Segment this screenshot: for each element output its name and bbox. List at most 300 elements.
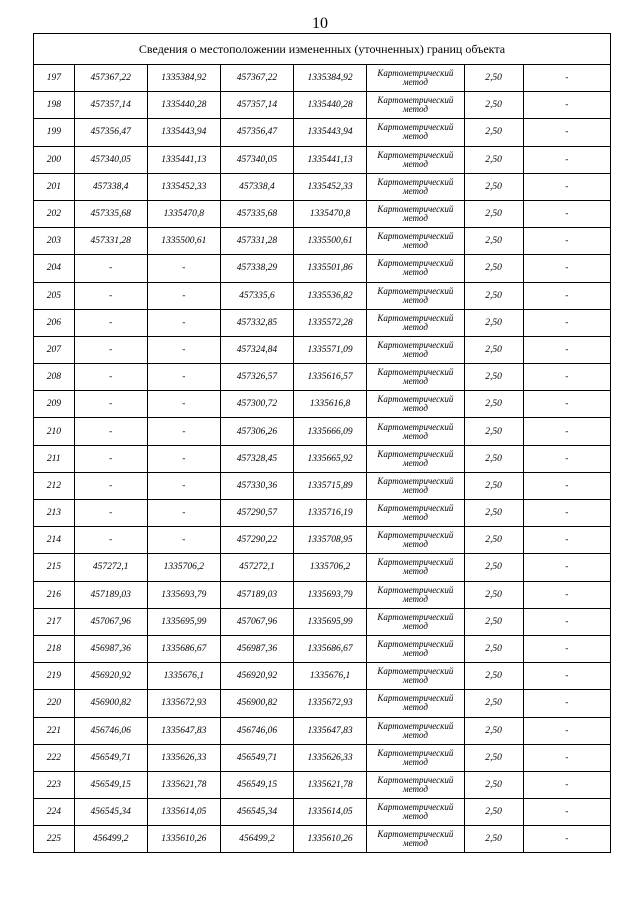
page-number: 10: [312, 15, 328, 32]
accuracy-cell: 2,50: [464, 500, 523, 527]
accuracy-cell: 2,50: [464, 336, 523, 363]
point-number-cell: 198: [34, 92, 75, 119]
existing-y-cell: 1335441,13: [147, 146, 220, 173]
method-cell: [367, 690, 465, 717]
refined-x-cell: 457335,6: [220, 282, 293, 309]
point-number-cell: 213: [34, 500, 75, 527]
method-line-2: метод: [402, 457, 428, 468]
accuracy-cell: 2,50: [464, 608, 523, 635]
description-cell: -: [523, 119, 610, 146]
method-line-1: Картометрический: [377, 149, 454, 160]
description-cell: -: [523, 418, 610, 445]
refined-y-cell: 1335452,33: [294, 173, 367, 200]
accuracy-cell: 2,50: [464, 228, 523, 255]
method-line-2: метод: [402, 104, 428, 115]
method-line-1: Картометрический: [377, 367, 454, 378]
method-cell: [367, 608, 465, 635]
refined-x-cell: 457340,05: [220, 146, 293, 173]
table-row: [34, 445, 611, 472]
refined-y-cell: 1335695,99: [294, 608, 367, 635]
existing-y-cell: 1335695,99: [147, 608, 220, 635]
accuracy-cell: 2,50: [464, 146, 523, 173]
method-line-2: метод: [402, 620, 428, 631]
existing-x-cell: 457067,96: [74, 608, 147, 635]
description-cell: -: [523, 146, 610, 173]
refined-x-cell: 457300,72: [220, 391, 293, 418]
accuracy-cell: 2,50: [464, 418, 523, 445]
existing-y-cell: 1335452,33: [147, 173, 220, 200]
method-line-2: метод: [402, 756, 428, 767]
refined-y-cell: 1335572,28: [294, 309, 367, 336]
accuracy-cell: 2,50: [464, 364, 523, 391]
existing-x-cell: 456549,15: [74, 771, 147, 798]
refined-y-cell: 1335443,94: [294, 119, 367, 146]
description-cell: -: [523, 500, 610, 527]
method-line-2: метод: [402, 539, 428, 550]
refined-x-cell: 456987,36: [220, 635, 293, 662]
refined-y-cell: 1335501,86: [294, 255, 367, 282]
existing-x-cell: 456987,36: [74, 635, 147, 662]
refined-x-cell: 457331,28: [220, 228, 293, 255]
table-row: [34, 65, 611, 92]
description-cell: -: [523, 608, 610, 635]
method-line-2: метод: [402, 403, 428, 414]
accuracy-cell: 2,50: [464, 472, 523, 499]
existing-y-cell: 1335443,94: [147, 119, 220, 146]
point-number-cell: 216: [34, 581, 75, 608]
point-number-cell: 201: [34, 173, 75, 200]
method-cell: [367, 391, 465, 418]
refined-x-cell: 457356,47: [220, 119, 293, 146]
point-number-cell: 203: [34, 228, 75, 255]
refined-x-cell: 457367,22: [220, 65, 293, 92]
refined-x-cell: 457324,84: [220, 336, 293, 363]
table-row: [34, 309, 611, 336]
description-cell: -: [523, 391, 610, 418]
method-line-1: Картометрический: [377, 666, 454, 677]
refined-y-cell: 1335621,78: [294, 771, 367, 798]
method-cell: [367, 146, 465, 173]
existing-x-cell: -: [74, 500, 147, 527]
description-cell: -: [523, 690, 610, 717]
method-line-2: метод: [402, 294, 428, 305]
method-line-1: Картометрический: [377, 68, 454, 79]
table-row: [34, 119, 611, 146]
table-row: [34, 92, 611, 119]
table-row: [34, 663, 611, 690]
table-row: [34, 608, 611, 635]
existing-x-cell: 457331,28: [74, 228, 147, 255]
method-cell: [367, 119, 465, 146]
refined-y-cell: 1335616,8: [294, 391, 367, 418]
point-number-cell: 210: [34, 418, 75, 445]
accuracy-cell: 2,50: [464, 309, 523, 336]
existing-y-cell: 1335626,33: [147, 744, 220, 771]
table-row: [34, 500, 611, 527]
point-number-cell: 223: [34, 771, 75, 798]
refined-y-cell: 1335676,1: [294, 663, 367, 690]
refined-x-cell: 457290,57: [220, 500, 293, 527]
refined-y-cell: 1335686,67: [294, 635, 367, 662]
table-row: [34, 418, 611, 445]
refined-x-cell: 457189,03: [220, 581, 293, 608]
method-line-1: Картометрический: [377, 720, 454, 731]
method-line-1: Картометрический: [377, 231, 454, 242]
method-cell: [367, 554, 465, 581]
refined-x-cell: 457335,68: [220, 200, 293, 227]
refined-x-cell: 457357,14: [220, 92, 293, 119]
existing-x-cell: 457367,22: [74, 65, 147, 92]
table-row: [34, 200, 611, 227]
method-cell: [367, 92, 465, 119]
refined-y-cell: 1335440,28: [294, 92, 367, 119]
method-cell: [367, 635, 465, 662]
table-title: Сведения о местоположении измененных (уточненных) границ объекта: [34, 34, 611, 65]
existing-y-cell: -: [147, 255, 220, 282]
method-line-1: Картометрический: [377, 285, 454, 296]
method-cell: [367, 500, 465, 527]
accuracy-cell: 2,50: [464, 391, 523, 418]
existing-x-cell: -: [74, 418, 147, 445]
table-row: [34, 799, 611, 826]
table-row: [34, 391, 611, 418]
refined-y-cell: 1335441,13: [294, 146, 367, 173]
existing-y-cell: 1335500,61: [147, 228, 220, 255]
existing-x-cell: 457272,1: [74, 554, 147, 581]
existing-y-cell: 1335610,26: [147, 826, 220, 853]
refined-y-cell: 1335647,83: [294, 717, 367, 744]
method-cell: [367, 663, 465, 690]
existing-x-cell: -: [74, 364, 147, 391]
method-cell: [367, 364, 465, 391]
description-cell: -: [523, 581, 610, 608]
table-row: [34, 282, 611, 309]
method-cell: [367, 255, 465, 282]
method-line-2: метод: [402, 729, 428, 740]
description-cell: -: [523, 826, 610, 853]
description-cell: -: [523, 663, 610, 690]
existing-x-cell: 456746,06: [74, 717, 147, 744]
method-line-1: Картометрический: [377, 747, 454, 758]
method-line-1: Картометрический: [377, 176, 454, 187]
table-row: [34, 635, 611, 662]
method-line-1: Картометрический: [377, 312, 454, 323]
method-line-2: метод: [402, 240, 428, 251]
method-line-1: Картометрический: [377, 611, 454, 622]
accuracy-cell: 2,50: [464, 826, 523, 853]
method-line-1: Картометрический: [377, 448, 454, 459]
accuracy-cell: 2,50: [464, 635, 523, 662]
method-line-2: метод: [402, 185, 428, 196]
refined-x-cell: 457326,57: [220, 364, 293, 391]
method-line-1: Картометрический: [377, 774, 454, 785]
refined-x-cell: 456499,2: [220, 826, 293, 853]
description-cell: -: [523, 255, 610, 282]
method-line-1: Картометрический: [377, 394, 454, 405]
method-cell: [367, 200, 465, 227]
existing-y-cell: 1335676,1: [147, 663, 220, 690]
refined-x-cell: 457338,4: [220, 173, 293, 200]
method-cell: [367, 527, 465, 554]
description-cell: -: [523, 309, 610, 336]
refined-x-cell: 456545,34: [220, 799, 293, 826]
existing-y-cell: 1335693,79: [147, 581, 220, 608]
existing-y-cell: 1335686,67: [147, 635, 220, 662]
description-cell: -: [523, 554, 610, 581]
method-line-1: Картометрический: [377, 503, 454, 514]
table-row: [34, 717, 611, 744]
point-number-cell: 215: [34, 554, 75, 581]
refined-x-cell: 457332,85: [220, 309, 293, 336]
table-row: [34, 527, 611, 554]
refined-y-cell: 1335665,92: [294, 445, 367, 472]
accuracy-cell: 2,50: [464, 771, 523, 798]
existing-x-cell: -: [74, 255, 147, 282]
refined-x-cell: 457290,22: [220, 527, 293, 554]
point-number-cell: 218: [34, 635, 75, 662]
table-row: [34, 255, 611, 282]
accuracy-cell: 2,50: [464, 445, 523, 472]
description-cell: -: [523, 771, 610, 798]
method-cell: [367, 336, 465, 363]
method-line-2: метод: [402, 376, 428, 387]
method-cell: [367, 717, 465, 744]
method-line-1: Картометрический: [377, 95, 454, 106]
method-line-2: метод: [402, 675, 428, 686]
existing-y-cell: 1335384,92: [147, 65, 220, 92]
existing-y-cell: -: [147, 527, 220, 554]
accuracy-cell: 2,50: [464, 119, 523, 146]
method-line-2: метод: [402, 267, 428, 278]
method-cell: [367, 173, 465, 200]
method-cell: [367, 445, 465, 472]
refined-y-cell: 1335500,61: [294, 228, 367, 255]
description-cell: -: [523, 744, 610, 771]
existing-y-cell: -: [147, 364, 220, 391]
existing-y-cell: -: [147, 445, 220, 472]
point-number-cell: 214: [34, 527, 75, 554]
existing-y-cell: -: [147, 282, 220, 309]
refined-x-cell: 456900,82: [220, 690, 293, 717]
method-cell: [367, 581, 465, 608]
method-line-1: Картометрический: [377, 530, 454, 541]
existing-x-cell: -: [74, 282, 147, 309]
method-cell: [367, 744, 465, 771]
description-cell: -: [523, 228, 610, 255]
refined-y-cell: 1335693,79: [294, 581, 367, 608]
method-line-2: метод: [402, 702, 428, 713]
method-line-1: Картометрический: [377, 802, 454, 813]
existing-y-cell: 1335647,83: [147, 717, 220, 744]
description-cell: -: [523, 65, 610, 92]
accuracy-cell: 2,50: [464, 282, 523, 309]
description-cell: -: [523, 92, 610, 119]
method-line-1: Картометрический: [377, 475, 454, 486]
table-row: [34, 690, 611, 717]
table-row: [34, 581, 611, 608]
description-cell: -: [523, 635, 610, 662]
method-line-1: Картометрический: [377, 584, 454, 595]
refined-y-cell: 1335716,19: [294, 500, 367, 527]
refined-x-cell: 456549,15: [220, 771, 293, 798]
refined-x-cell: 456746,06: [220, 717, 293, 744]
description-cell: -: [523, 364, 610, 391]
refined-y-cell: 1335571,09: [294, 336, 367, 363]
existing-x-cell: 456549,71: [74, 744, 147, 771]
refined-x-cell: 457272,1: [220, 554, 293, 581]
method-cell: [367, 309, 465, 336]
existing-x-cell: -: [74, 336, 147, 363]
existing-y-cell: -: [147, 336, 220, 363]
point-number-cell: 211: [34, 445, 75, 472]
method-line-1: Картометрический: [377, 421, 454, 432]
table-row: [34, 826, 611, 853]
point-number-cell: 221: [34, 717, 75, 744]
table-row: [34, 771, 611, 798]
refined-x-cell: 457338,29: [220, 255, 293, 282]
existing-x-cell: 457357,14: [74, 92, 147, 119]
existing-y-cell: 1335621,78: [147, 771, 220, 798]
point-number-cell: 206: [34, 309, 75, 336]
existing-y-cell: 1335470,8: [147, 200, 220, 227]
description-cell: -: [523, 799, 610, 826]
method-line-2: метод: [402, 158, 428, 169]
method-line-2: метод: [402, 213, 428, 224]
method-line-2: метод: [402, 348, 428, 359]
method-line-2: метод: [402, 811, 428, 822]
existing-x-cell: 457356,47: [74, 119, 147, 146]
coordinates-table: [33, 33, 611, 853]
refined-y-cell: 1335536,82: [294, 282, 367, 309]
method-cell: [367, 472, 465, 499]
accuracy-cell: 2,50: [464, 527, 523, 554]
existing-y-cell: 1335706,2: [147, 554, 220, 581]
existing-y-cell: -: [147, 418, 220, 445]
existing-x-cell: 456499,2: [74, 826, 147, 853]
refined-x-cell: 457328,45: [220, 445, 293, 472]
refined-y-cell: 1335706,2: [294, 554, 367, 581]
existing-y-cell: -: [147, 500, 220, 527]
method-cell: [367, 799, 465, 826]
accuracy-cell: 2,50: [464, 744, 523, 771]
existing-x-cell: -: [74, 309, 147, 336]
method-line-2: метод: [402, 838, 428, 849]
method-line-2: метод: [402, 321, 428, 332]
description-cell: -: [523, 717, 610, 744]
description-cell: -: [523, 472, 610, 499]
method-line-1: Картометрический: [377, 204, 454, 215]
point-number-cell: 208: [34, 364, 75, 391]
existing-y-cell: 1335614,05: [147, 799, 220, 826]
refined-y-cell: 1335708,95: [294, 527, 367, 554]
accuracy-cell: 2,50: [464, 173, 523, 200]
refined-y-cell: 1335672,93: [294, 690, 367, 717]
table-row: [34, 146, 611, 173]
table-body: [34, 65, 611, 853]
method-cell: [367, 282, 465, 309]
existing-y-cell: -: [147, 391, 220, 418]
method-line-1: Картометрический: [377, 122, 454, 133]
refined-x-cell: 456549,71: [220, 744, 293, 771]
table-row: [34, 744, 611, 771]
point-number-cell: 220: [34, 690, 75, 717]
method-cell: [367, 65, 465, 92]
description-cell: -: [523, 173, 610, 200]
method-line-1: Картометрический: [377, 693, 454, 704]
method-line-2: метод: [402, 77, 428, 88]
refined-x-cell: 457067,96: [220, 608, 293, 635]
refined-x-cell: 457330,36: [220, 472, 293, 499]
method-line-2: метод: [402, 648, 428, 659]
accuracy-cell: 2,50: [464, 65, 523, 92]
accuracy-cell: 2,50: [464, 554, 523, 581]
refined-y-cell: 1335616,57: [294, 364, 367, 391]
existing-x-cell: 456920,92: [74, 663, 147, 690]
existing-y-cell: 1335440,28: [147, 92, 220, 119]
refined-y-cell: 1335626,33: [294, 744, 367, 771]
table-row: [34, 472, 611, 499]
table-row: [34, 336, 611, 363]
existing-y-cell: -: [147, 309, 220, 336]
description-cell: -: [523, 445, 610, 472]
accuracy-cell: 2,50: [464, 663, 523, 690]
method-line-2: метод: [402, 484, 428, 495]
method-cell: [367, 826, 465, 853]
point-number-cell: 202: [34, 200, 75, 227]
refined-y-cell: 1335666,09: [294, 418, 367, 445]
method-line-1: Картометрический: [377, 557, 454, 568]
refined-y-cell: 1335715,89: [294, 472, 367, 499]
accuracy-cell: 2,50: [464, 799, 523, 826]
existing-x-cell: 457340,05: [74, 146, 147, 173]
point-number-cell: 225: [34, 826, 75, 853]
refined-y-cell: 1335614,05: [294, 799, 367, 826]
table-row: [34, 173, 611, 200]
point-number-cell: 207: [34, 336, 75, 363]
accuracy-cell: 2,50: [464, 717, 523, 744]
existing-x-cell: -: [74, 527, 147, 554]
method-line-2: метод: [402, 512, 428, 523]
accuracy-cell: 2,50: [464, 690, 523, 717]
method-line-1: Картометрический: [377, 258, 454, 269]
point-number-cell: 222: [34, 744, 75, 771]
refined-x-cell: 456920,92: [220, 663, 293, 690]
refined-y-cell: 1335610,26: [294, 826, 367, 853]
point-number-cell: 209: [34, 391, 75, 418]
point-number-cell: 199: [34, 119, 75, 146]
point-number-cell: 224: [34, 799, 75, 826]
point-number-cell: 204: [34, 255, 75, 282]
refined-y-cell: 1335384,92: [294, 65, 367, 92]
refined-x-cell: 457306,26: [220, 418, 293, 445]
table-row: [34, 554, 611, 581]
accuracy-cell: 2,50: [464, 200, 523, 227]
method-line-2: метод: [402, 131, 428, 142]
method-line-2: метод: [402, 430, 428, 441]
method-line-2: метод: [402, 783, 428, 794]
method-line-1: Картометрический: [377, 639, 454, 650]
description-cell: -: [523, 282, 610, 309]
accuracy-cell: 2,50: [464, 581, 523, 608]
accuracy-cell: 2,50: [464, 92, 523, 119]
method-line-1: Картометрический: [377, 829, 454, 840]
point-number-cell: 205: [34, 282, 75, 309]
point-number-cell: 197: [34, 65, 75, 92]
point-number-cell: 200: [34, 146, 75, 173]
method-cell: [367, 418, 465, 445]
existing-x-cell: -: [74, 445, 147, 472]
existing-x-cell: 456900,82: [74, 690, 147, 717]
